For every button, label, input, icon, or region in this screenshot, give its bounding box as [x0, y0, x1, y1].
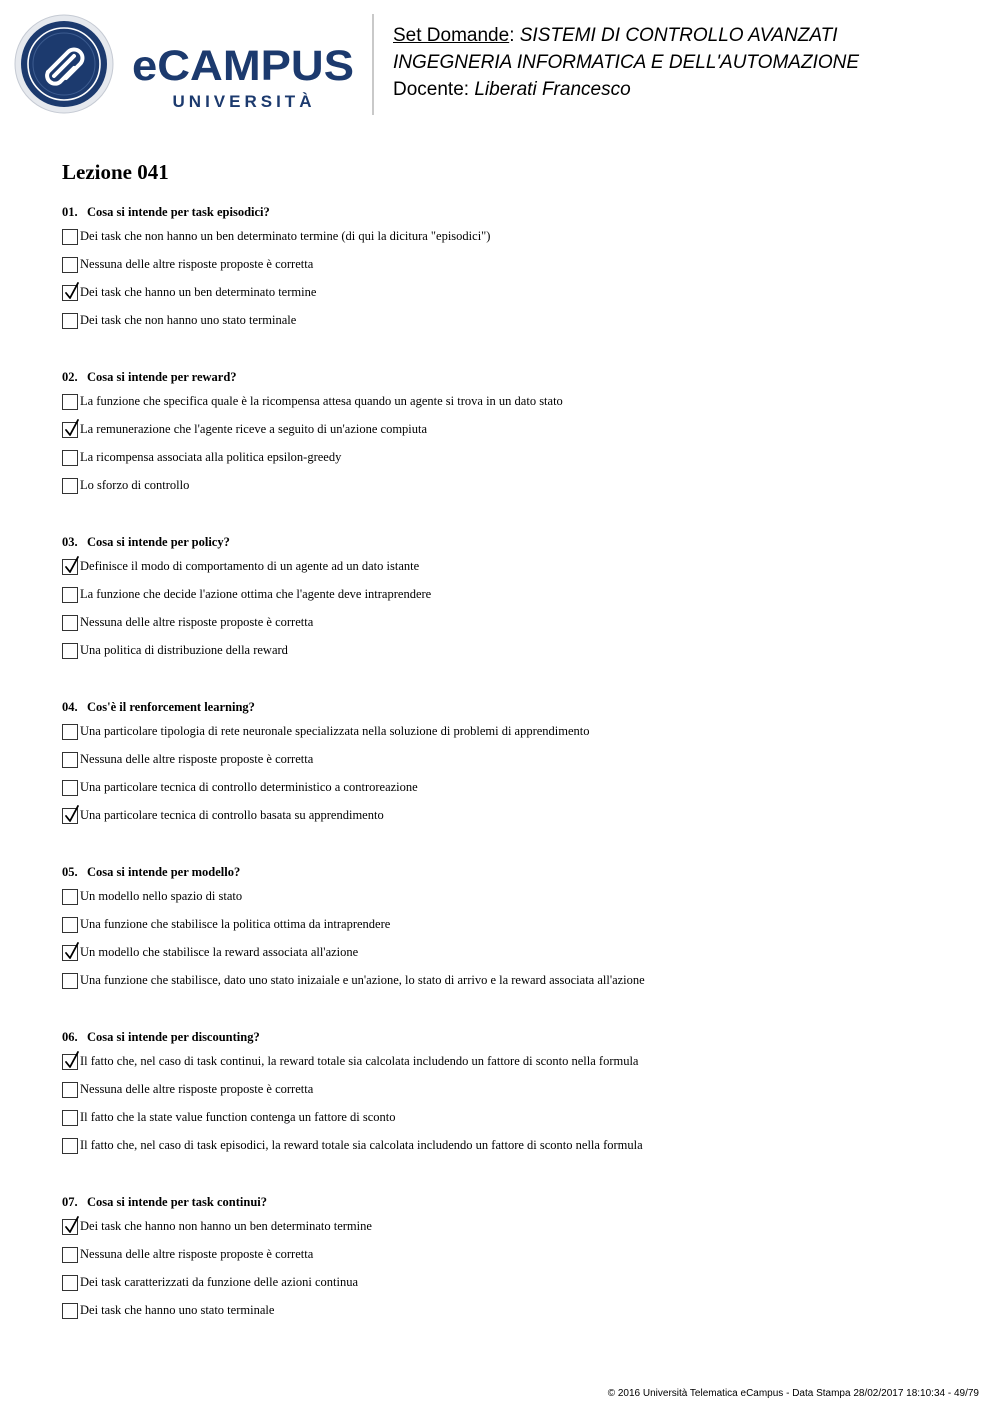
answer-checkbox[interactable]: [62, 394, 78, 410]
question: [62, 863, 962, 1001]
answer-checkbox[interactable]: [62, 615, 78, 631]
answer-text: Il fatto che, nel caso di task continui, la reward totale sia calcolata includendo un fattore di sconto nella formula: [80, 1054, 639, 1068]
answer-checkbox[interactable]: [62, 973, 78, 989]
answer-checkbox[interactable]: [62, 1219, 78, 1235]
answer-checkbox[interactable]: [62, 229, 78, 245]
answer-checkbox[interactable]: [62, 559, 78, 575]
teacher-line: Docente: Liberati Francesco: [393, 79, 631, 100]
answer-checkbox[interactable]: [62, 752, 78, 768]
course-name: SISTEMI DI CONTROLLO AVANZATI: [519, 25, 838, 46]
question-number: 03.: [62, 535, 78, 549]
answer-option: [62, 1303, 962, 1331]
answer-text: Una particolare tecnica di controllo deterministico a controreazione: [80, 780, 418, 794]
logo-subtext: UNIVERSITÀ: [172, 92, 316, 111]
answer-checkbox[interactable]: [62, 1110, 78, 1126]
question-number: 07.: [62, 1195, 78, 1209]
answer-text: Dei task che non hanno uno stato terminale: [80, 313, 297, 327]
answer-text: Un modello nello spazio di stato: [80, 889, 243, 903]
answer-checkbox[interactable]: [62, 1054, 78, 1070]
question-text: Cosa si intende per policy?: [87, 535, 230, 549]
answer-text: Dei task che hanno non hanno un ben determinato termine: [80, 1219, 372, 1233]
faculty-name: INGEGNERIA INFORMATICA E DELL'AUTOMAZIONE: [393, 52, 860, 73]
question-text: Cos'è il renforcement learning?: [87, 700, 255, 714]
answer-checkbox[interactable]: [62, 808, 78, 824]
check-mark-icon: [64, 281, 80, 301]
answer-option: [62, 478, 962, 506]
answer-checkbox[interactable]: [62, 478, 78, 494]
logo-text: eCAMPUS: [132, 42, 354, 90]
answer-checkbox[interactable]: [62, 285, 78, 301]
answer-text: Un modello che stabilisce la reward associata all'azione: [80, 945, 359, 959]
question-number: 01.: [62, 205, 78, 219]
answer-text: Lo sforzo di controllo: [80, 478, 190, 492]
answer-text: Dei task che hanno un ben determinato termine: [80, 285, 317, 299]
answer-option: [62, 752, 962, 780]
answer-text: La ricompensa associata alla politica epsilon-greedy: [80, 450, 342, 464]
answer-option: [62, 229, 962, 257]
answer-checkbox[interactable]: [62, 257, 78, 273]
answer-checkbox[interactable]: [62, 1138, 78, 1154]
teacher-name: Liberati Francesco: [474, 79, 631, 100]
question-title: [62, 698, 962, 716]
answer-option: [62, 973, 962, 1001]
check-mark-icon: [64, 418, 80, 438]
answer-option: [62, 724, 962, 752]
ecampus-seal-logo: [14, 14, 114, 114]
question-text: Cosa si intende per discounting?: [87, 1030, 260, 1044]
answer-option: [62, 1275, 962, 1303]
answer-option: [62, 394, 962, 422]
teacher-label: Docente: [393, 79, 464, 100]
answer-checkbox[interactable]: [62, 643, 78, 659]
page-footer: © 2016 Università Telematica eCampus - Data Stampa 28/02/2017 18:10:34 - 49/79: [607, 1388, 979, 1399]
page-header: [0, 0, 1000, 130]
answer-checkbox[interactable]: [62, 889, 78, 905]
answer-text: Il fatto che la state value function contenga un fattore di sconto: [80, 1110, 396, 1124]
set-label: Set Domande: [393, 25, 510, 46]
answer-checkbox[interactable]: [62, 945, 78, 961]
check-mark-icon: [64, 804, 80, 824]
answer-checkbox[interactable]: [62, 917, 78, 933]
answer-option: [62, 422, 962, 450]
question-list: [62, 203, 962, 1358]
ecampus-wordmark: [132, 40, 357, 112]
answer-option: [62, 808, 962, 836]
answer-text: Una politica di distribuzione della reward: [80, 643, 288, 657]
question: [62, 1028, 962, 1166]
answer-checkbox[interactable]: [62, 587, 78, 603]
answer-text: Una particolare tecnica di controllo basata su apprendimento: [80, 808, 384, 822]
question-title: [62, 1028, 962, 1046]
answer-option: [62, 559, 962, 587]
question-title: [62, 863, 962, 881]
question-number: 05.: [62, 865, 78, 879]
question: [62, 533, 962, 671]
question-title: [62, 533, 962, 551]
question: [62, 368, 962, 506]
answer-option: [62, 1054, 962, 1082]
answer-option: [62, 1110, 962, 1138]
question-text: Cosa si intende per task episodici?: [87, 205, 270, 219]
answer-option: [62, 587, 962, 615]
answer-text: La remunerazione che l'agente riceve a seguito di un'azione compiuta: [80, 422, 428, 436]
answer-option: [62, 643, 962, 671]
question-number: 02.: [62, 370, 78, 384]
answer-option: [62, 1219, 962, 1247]
answer-text: Definisce il modo di comportamento di un agente ad un dato istante: [80, 559, 420, 573]
answer-text: Dei task che hanno uno stato terminale: [80, 1303, 275, 1317]
question-title: [62, 1193, 962, 1211]
answer-checkbox[interactable]: [62, 724, 78, 740]
answer-text: Il fatto che, nel caso di task episodici, la reward totale sia calcolata includendo un fattore di sconto nella formula: [80, 1138, 643, 1152]
question: [62, 1193, 962, 1331]
answer-checkbox[interactable]: [62, 1082, 78, 1098]
answer-option: [62, 285, 962, 313]
question-title: [62, 368, 962, 386]
answer-option: [62, 945, 962, 973]
answer-text: Nessuna delle altre risposte proposte è corretta: [80, 257, 314, 271]
answer-text: Nessuna delle altre risposte proposte è corretta: [80, 615, 314, 629]
question-text: Cosa si intende per task continui?: [87, 1195, 268, 1209]
question: [62, 698, 962, 836]
question-text: Cosa si intende per modello?: [87, 865, 241, 879]
answer-text: Una funzione che stabilisce, dato uno stato inizaiale e un'azione, lo stato di arrivo e la reward associata all'azione: [80, 973, 645, 987]
answer-checkbox[interactable]: [62, 313, 78, 329]
answer-text: Dei task che non hanno un ben determinato termine (di qui la dicitura "episodici"): [80, 229, 491, 243]
answer-option: [62, 1082, 962, 1110]
answer-checkbox[interactable]: [62, 422, 78, 438]
answer-text: Una particolare tipologia di rete neuronale specializzata nella soluzione di problemi di apprendimento: [80, 724, 590, 738]
check-mark-icon: [64, 1050, 80, 1070]
question: [62, 203, 962, 341]
answer-option: [62, 917, 962, 945]
question-text: Cosa si intende per reward?: [87, 370, 237, 384]
answer-checkbox[interactable]: [62, 1247, 78, 1263]
answer-option: [62, 615, 962, 643]
check-mark-icon: [64, 1215, 80, 1235]
answer-option: [62, 257, 962, 285]
answer-checkbox[interactable]: [62, 450, 78, 466]
answer-checkbox[interactable]: [62, 780, 78, 796]
answer-text: Nessuna delle altre risposte proposte è corretta: [80, 1247, 314, 1261]
set-line: Set Domande: SISTEMI DI CONTROLLO AVANZATI: [393, 25, 838, 46]
answer-text: Nessuna delle altre risposte proposte è corretta: [80, 752, 314, 766]
answer-option: [62, 450, 962, 478]
answer-option: [62, 780, 962, 808]
answer-checkbox[interactable]: [62, 1275, 78, 1291]
answer-text: Nessuna delle altre risposte proposte è corretta: [80, 1082, 314, 1096]
check-mark-icon: [64, 941, 80, 961]
answer-text: La funzione che decide l'azione ottima che l'agente deve intraprendere: [80, 587, 432, 601]
answer-option: [62, 1247, 962, 1275]
answer-text: Dei task caratterizzati da funzione delle azioni continua: [80, 1275, 358, 1289]
question-number: 06.: [62, 1030, 78, 1044]
check-mark-icon: [64, 555, 80, 575]
answer-option: [62, 313, 962, 341]
answer-checkbox[interactable]: [62, 1303, 78, 1319]
question-number: 04.: [62, 700, 78, 714]
answer-text: La funzione che specifica quale è la ricompensa attesa quando un agente si trova in un dato stato: [80, 394, 563, 408]
answer-option: [62, 1138, 962, 1166]
header-divider: [372, 14, 374, 115]
answer-text: Una funzione che stabilisce la politica ottima da intraprendere: [80, 917, 391, 931]
answer-option: [62, 889, 962, 917]
question-title: [62, 203, 962, 221]
set-info: [393, 22, 859, 103]
lesson-title: Lezione 041: [62, 160, 169, 184]
